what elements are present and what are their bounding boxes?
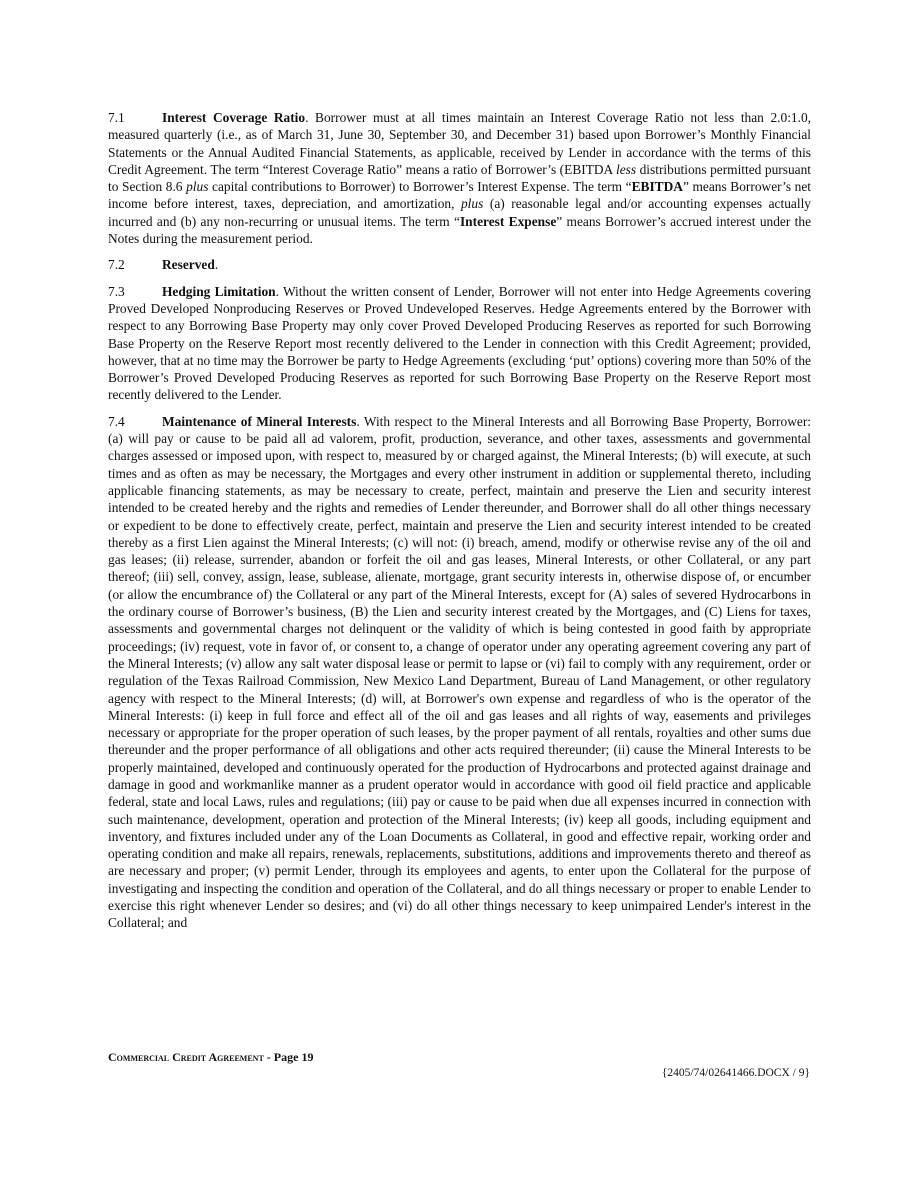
section-7-2 (108, 256, 811, 273)
footer-agreement-title: Commercial Credit Agreement (108, 1050, 264, 1064)
text-run: distributions permitted pursuant to Section 8.6 (108, 161, 811, 195)
text-run: . Without the written consent of Lender, Borrower will not enter into Hedge Agreements covering Proved Developed Nonproducing Reserves or Proved Undeveloped Reserves. Hedge Agreements entered by the Borrower with respect to any Borrowing Base Property may only cover Proved Developed Producing Reserves as reported for such Borrowing Base Property on the Reserve Report most recently delivered to the Lender in connection with this Credit Agreement; provided, however, that at no time may the Borrower be party to Hedge Agreements (excluding ‘put’ options) covering more than 50% of the Borrower’s Proved Developed Producing Reserves as reported for such Borrowing Base Property on the Reserve Report most recently delivered to the Lender. (108, 283, 812, 403)
section-7-1 (108, 109, 811, 247)
footer-title (108, 1050, 313, 1065)
section-text (108, 284, 811, 403)
text-run: . Borrower must at all times maintain an Interest Coverage Ratio not less than 2.0:1.0, measured quarterly (i.e., as of March 31, June 30, September 30, and December 31) based upon Borrower’s Monthly Financial Statements or the Annual Audited Financial Statements, as applicable, received by Lender in accordance with the terms of this Credit Agreement. The term “Interest Coverage Ratio” means a ratio of Borrower’s (EBITDA (108, 110, 812, 177)
section-7-3 (108, 283, 811, 404)
section-text (108, 414, 811, 931)
text-run: ” means Borrower’s net income before interest, taxes, depreciation, and amortization, (108, 179, 811, 212)
section-text (162, 257, 218, 272)
document-body (108, 109, 811, 941)
text-run: capital contributions to Borrower) to Borrower’s Interest Expense. The term “ (208, 179, 632, 195)
text-run: (a) reasonable legal and/or accounting expenses actually incurred and (b) any non-recurring or unusual items. The term “ (108, 196, 811, 229)
section-text (108, 110, 811, 246)
section-number: 7.1 (108, 110, 125, 125)
italic-term: plus (186, 179, 209, 195)
bold-term: Hedging Limitation (162, 283, 276, 299)
footer-doc-id: {2405/74/02641466.DOCX / 9} (661, 1067, 810, 1079)
bold-term: Interest Expense (459, 213, 557, 229)
italic-term: plus (460, 196, 484, 212)
section-number: 7.4 (108, 413, 125, 429)
italic-term: less (616, 161, 637, 177)
section-number: 7.3 (108, 283, 125, 299)
text-run: ” means Borrower’s accrued interest under the Notes during the measurement period. (108, 213, 812, 247)
text-run: . (214, 257, 219, 273)
bold-term: Reserved (162, 257, 215, 273)
text-run: . With respect to the Mineral Interests and all Borrowing Base Property, Borrower: (a) will pay or cause to be paid all ad valorem, profit, production, severance, and other taxes, assessments and governmental charges assessed or imposed upon, with respect to, measured by or charged against, the Mineral Interests; (b) will execute, at such times and as often as may be necessary, the Mortgages and every other instrument in addition or supplemental thereto, including applicable financing statements, as may be necessary to create, perfect, maintain and preserve the Lien and security interest intended to be created hereby and the rights and remedies of Lender thereunder, and Borrower shall do all other things necessary or expedient to be done to effectively create, perfect, maintain and preserve the Lien and security interest intended to be created thereby as a first Lien against the Mineral Interests; (c) will not: (i) breach, amend, modify or otherwise revise any of the oil and gas leases; (ii) release, surrender, abandon or forfeit the oil and gas leases, Mineral Interests, or other Collateral, or any part thereof; (iii) sell, convey, assign, lease, sublease, alienate, mortgage, grant security interests in, otherwise dispose of, or encumber (or allow the encumbrance of) the Collateral or any part of the Mineral Interests, except for (A) sales of severed Hydrocarbons in the ordinary course of Borrower’s business, (B) the Lien and security interest created by the Mortgages, and (C) Liens for taxes, assessments and governmental charges not delinquent or the validity of which is being contested in good faith by appropriate proceedings; (iv) request, vote in favor of, or consent to, a change of operator under any operating agreement covering any part of the Mineral Interests; (v) allow any salt water disposal lease or permit to lapse or (vi) fail to comply with any requirement, order or regulation of the Texas Railroad Commission, New Mexico Land Department, Bureau of Land Management, or other regulatory agency with respect to the Mineral Interests; (d) will, at Borrower's own expense and regardless of who is the operator of the Mineral Interests: (i) keep in full force and effect all of the oil and gas leases and all rights of way, easements and privileges necessary or appropriate for the proper operation of such leases, by the proper payment of all rentals, royalties and other sums due thereunder and the proper performance of all obligations and other acts required thereunder; (ii) cause the Mineral Interests to be properly maintained, developed and continuously operated for the production of Hydrocarbons and protected against drainage and damage in good and workmanlike manner as a prudent operator would in accordance with good oil field practice and applicable federal, state and local Laws, rules and regulations; (iii) pay or cause to be paid when due all expenses incurred in connection with such maintenance, development, operation and protection of the Mineral Interests; (iv) keep all goods, including equipment and inventory, and fixtures included under any of the Loan Documents as Collateral, in good and effective repair, working order and operating condition and make all repairs, renewals, replacements, substitutions, additions and improvements thereto and thereof as are necessary and proper; (v) permit Lender, through its employees and agents, to enter upon the Collateral for the purpose of investigating and inspecting the condition and operation of the Collateral, and do all things necessary or proper to enable Lender to exercise this right whenever Lender so desires; and (vi) do all other things necessary to keep unimpaired Lender's interest in the Collateral; and (108, 413, 812, 931)
section-number: 7.2 (108, 257, 125, 273)
bold-term: Interest Coverage Ratio (162, 110, 306, 125)
section-7-4 (108, 413, 811, 932)
footer-page-number: - Page 19 (263, 1050, 314, 1064)
bold-term: Maintenance of Mineral Interests (162, 413, 357, 429)
bold-term: EBITDA (631, 179, 683, 195)
